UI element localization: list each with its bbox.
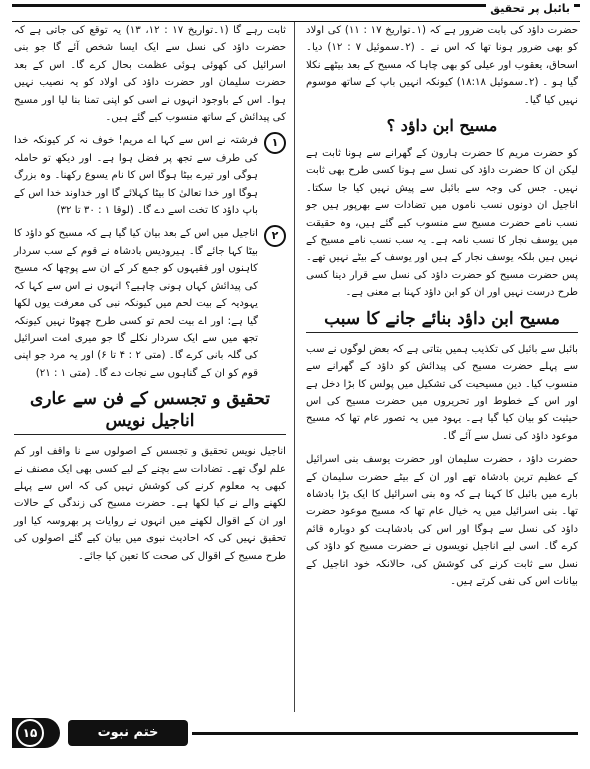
section-heading-gospel-writers: تحقیق و تجسس کے فن سے عاری اناجیل نویس — [14, 388, 286, 435]
left-column — [14, 22, 286, 571]
left-intro-text: ثابت رہے گا (۱۔تواریخ ۱۷ : ۱۲، ۱۳) یہ توقع کی جاتی ہے کہ حضرت داؤد کی نسل سے ایک ایسا شخص آئے گا جو بنی اسرائیل کی کھوئی ہوئی عظمت بحال کرے گا۔ اس کے بعد حضرت سلیمان اور حضرت داؤد کی اولاد کو یہ نصیب نہیں ہوا۔ اس کے باوجود انہوں نے اسی کو اپنی تمنا بنا لیا اور مسیح کی پیدائش کے ساتھ منسوب کیے گئے ہیں۔ — [14, 25, 286, 124]
right-intro-text: حضرت داؤد کی بابت ضرور ہے کہ (۱۔تواریخ ۱۷ : ۱۱) کی اولاد کو بھی ضرور ہونا تھا کہ اس نے ۔ (۲۔سموئیل ۷ : ۱۲) دیا۔ اسحاق، یعقوب اور عیلی کو بھی چاہا کہ مسیح کے بعد بیٹھے نکلا گیا ہو ۔ (۲۔سموئیل ۱۸:۱۸) کیونکہ انہیں باپ کے ساتھ موسوم نہیں کیا گیا۔ — [306, 25, 578, 106]
numbered-note-2 — [14, 225, 286, 382]
page-header — [12, 4, 580, 22]
page-footer — [12, 716, 578, 750]
right-paragraph-1: کو حضرت مریم کا حضرت ہارون کے گھرانے سے ہونا ثابت ہے لیکن ان کا حضرت داؤد کی نسل سے ہونا کسی طرح بھی ثابت نہیں۔ جس کی وجہ سے بائبل سے پیش نہیں کیا جا سکتا۔ اناجیل ان دونوں نسب ناموں میں تضادات سے بھرپور ہیں جو نسب نامے حضرت مسیح سے منسوب کیے گئے ہیں، وہ حقیقت میں یوسف نجار کا نسب نامہ ہے۔ یہ سب نسب نامے مسیح کے نہیں ہیں بلکہ یوسف نجار کے ہیں اور یوسف کے بیٹے نہیں تھے۔ پس حضرت مسیح کو حضرت داؤد کی نسل سے قرار دینا کسی طرح درست نہیں اور ان کو ابن داؤد کہنا بے معنی ہے۔ — [306, 148, 578, 299]
page-number: ۱۵ — [16, 719, 44, 747]
magazine-name-badge: ختم نبوت — [68, 720, 188, 746]
left-paragraph: اناجیل نویس تحقیق و تجسس کے اصولوں سے نا واقف اور کم علم لوگ تھے۔ تضادات سے بچنے کے لیے کسی بھی ایک مصنف نے کبھی یہ معلوم کرنے کی کوشش نہیں کی کہ اس سے پہلے لکھنے والے نے کیا لکھا ہے۔ حضرت مسیح کی زندگی کے حالات اور ان کے اقوال لکھنے میں انہوں نے روایات پر بھروسہ کیا اور تحقیق نہیں کی کہ احادیث نبوی میں بیان کیے گئے اصولوں کی طرح مسیح کے اقوال کی صحت کا تعین کیا جائے۔ — [14, 446, 286, 562]
footer-rule — [192, 732, 578, 735]
right-paragraph-3: حضرت داؤد ، حضرت سلیمان اور حضرت یوسف بنی اسرائیل کے عظیم ترین بادشاہ تھے اور ان کے بیٹے حضرت سلیمان کے بارے میں بائبل کا کہنا ہے کہ وہ بنی اسرائیل کا ایک بڑا بادشاہ تھا۔ بنی اسرائیل میں یہ خیال عام تھا کہ مسیح موعود حضرت داؤد کی نسل سے ہوگا اور اس کی بادشاہت کو دوبارہ قائم کرے گا۔ اسی لیے اناجیل نویسوں نے حضرت مسیح کو داؤد کی نسل سے ثابت کرنے کی کوشش کی، حالانکہ خود اناجیل کے بیانات اس کی نفی کرتے ہیں۔ — [306, 454, 578, 587]
section-heading-reason: مسیح ابن داؤد بنائے جانے کا سبب — [306, 308, 578, 333]
numbered-note-1 — [14, 132, 286, 219]
right-paragraph-2: بائبل سے بائبل کی تکذیب ہمیں بتاتی ہے کہ بعض لوگوں نے سب سے پہلے حضرت مسیح کی پیدائش کو داؤد کے گھرانے سے منسوب کیا۔ دین مسیحیت کی تشکیل میں پولس کا بڑا دخل ہے اور اس کے خطوط اور تحریروں میں حضرت مسیح کی اس حیثیت کو بیان کیا گیا ہے۔ یہود میں یہ تصور عام تھا کہ مسیح موعود داؤد کی نسل سے آئے گا۔ — [306, 343, 578, 442]
note-text: فرشتہ نے اس سے کہا اے مریم! خوف نہ کر کیونکہ خدا کی طرف سے تجھ پر فضل ہوا ہے۔ اور دیکھ تو حاملہ ہوگی اور تیرے بیٹا ہوگا اس کا نام یسوع رکھنا۔ وہ بزرگ ہوگا اور خدا تعالیٰ کا بیٹا کہلائے گا اور خداوند خدا اس کے باپ داؤد کا تخت اسے دے گا۔ (لوقا ۱ : ۳۰ تا ۳۲) — [14, 135, 258, 217]
note-number-badge: ۱ — [264, 132, 286, 154]
page-number-badge — [12, 718, 60, 748]
section-heading-masih-ibn-dawood: مسیح ابن داؤد ؟ — [386, 116, 498, 136]
note-text: اناجیل میں اس کے بعد بیان کیا گیا ہے کہ مسیح کو داؤد کا بیٹا کہا جائے گا۔ ہیرودیس بادشاہ نے قوم کے سب سردار کاہنوں اور فقیہوں کو جمع کر کے ان سے پوچھا کہ مسیح کی پیدائش کہاں ہونی چاہیے؟ انہوں نے اس سے کہا کہ یہودیہ کے بیت لحم میں کیونکہ نبی کی معرفت یوں لکھا گیا ہے: اور اے بیت لحم تو کسی طرح چھوٹا نہیں کیونکہ تجھ میں سے ایک سردار نکلے گا جو میری امت اسرائیل کی گلہ بانی کرے گا۔ (متی ۲ : ۴ تا ۶) اور یہ مرد جو اپنی قوم کو ان کے گناہوں سے نجات دے گا۔ (متی ۱ : ۲۱) — [14, 228, 258, 379]
running-title: بائبل پر تحقیق — [486, 2, 574, 15]
note-number-badge: ۲ — [264, 225, 286, 247]
column-divider — [294, 22, 295, 712]
right-column — [306, 22, 578, 596]
